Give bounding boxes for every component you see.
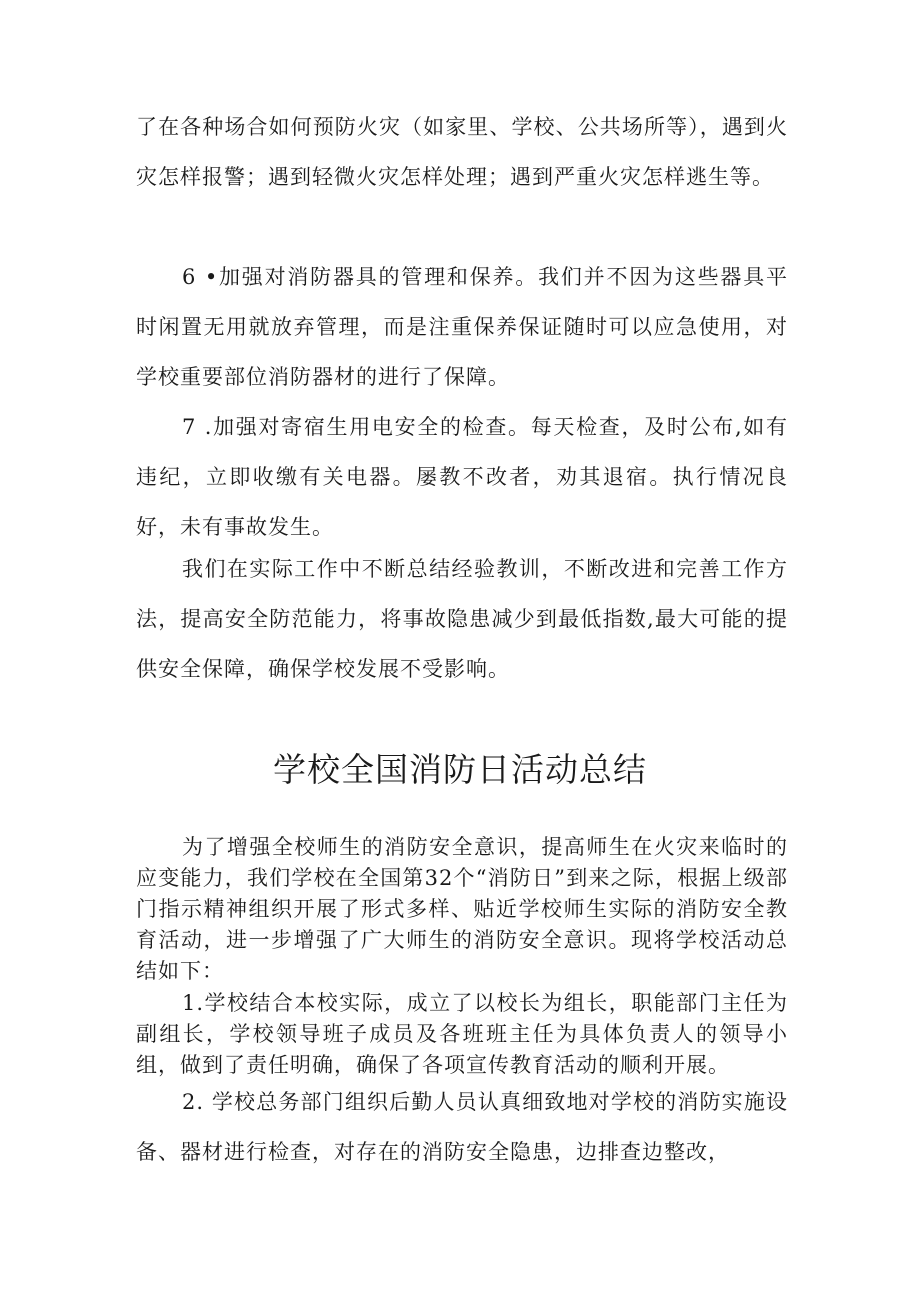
paragraph-fire-prevention-education: 了在各种场合如何预防火灾（如家里、学校、公共场所等），遇到火灾怎样报警；遇到轻微火灾怎样处理；遇到严重火灾怎样逃生等。 xyxy=(136,115,788,189)
paragraph-item-1-leadership-group: 1.学校结合本校实际，成立了以校长为组长，职能部门主任为副组长，学校领导班子成员及各班班主任为具体负责人的领导小组，做到了责任明确，确保了各项宣传教育活动的顺利开展。 xyxy=(136,991,788,1077)
document-title: 学校全国消防日活动总结 xyxy=(273,750,647,789)
paragraph-item-6-equipment-maintenance: 6 •加强对消防器具的管理和保养。我们并不因为这些器具平时闲置无用就放弃管理，而是注重保养保证随时可以应急使用，对学校重要部位消防器材的进行了保障。 xyxy=(136,265,788,389)
paragraph-introduction: 为了增强全校师生的消防安全意识，提高师生在火灾来临时的应变能力，我们学校在全国第32个“消防日”到来之际，根据上级部门指示精神组织开展了形式多样、贴近学校师生实际的消防安全教育活动，进一步增强了广大师生的消防安全意识。现将学校活动总结如下： xyxy=(136,835,788,983)
paragraph-summary-conclusion: 我们在实际工作中不断总结经验教训，不断改进和完善工作方法，提高安全防范能力，将事故隐患减少到最低指数,最大可能的提供安全保障，确保学校发展不受影响。 xyxy=(136,557,788,681)
paragraph-item-7-dormitory-electricity: 7 .加强对寄宿生用电安全的检查。每天检查，及时公布,如有违纪，立即收缴有关电器。屡教不改者，劝其退宿。执行情况良好，未有事故发生。 xyxy=(136,415,788,539)
paragraph-item-2-equipment-inspection: 2. 学校总务部门组织后勤人员认真细致地对学校的消防实施设备、器材进行检查，对存在的消防安全隐患，边排查边整改， xyxy=(136,1090,788,1164)
